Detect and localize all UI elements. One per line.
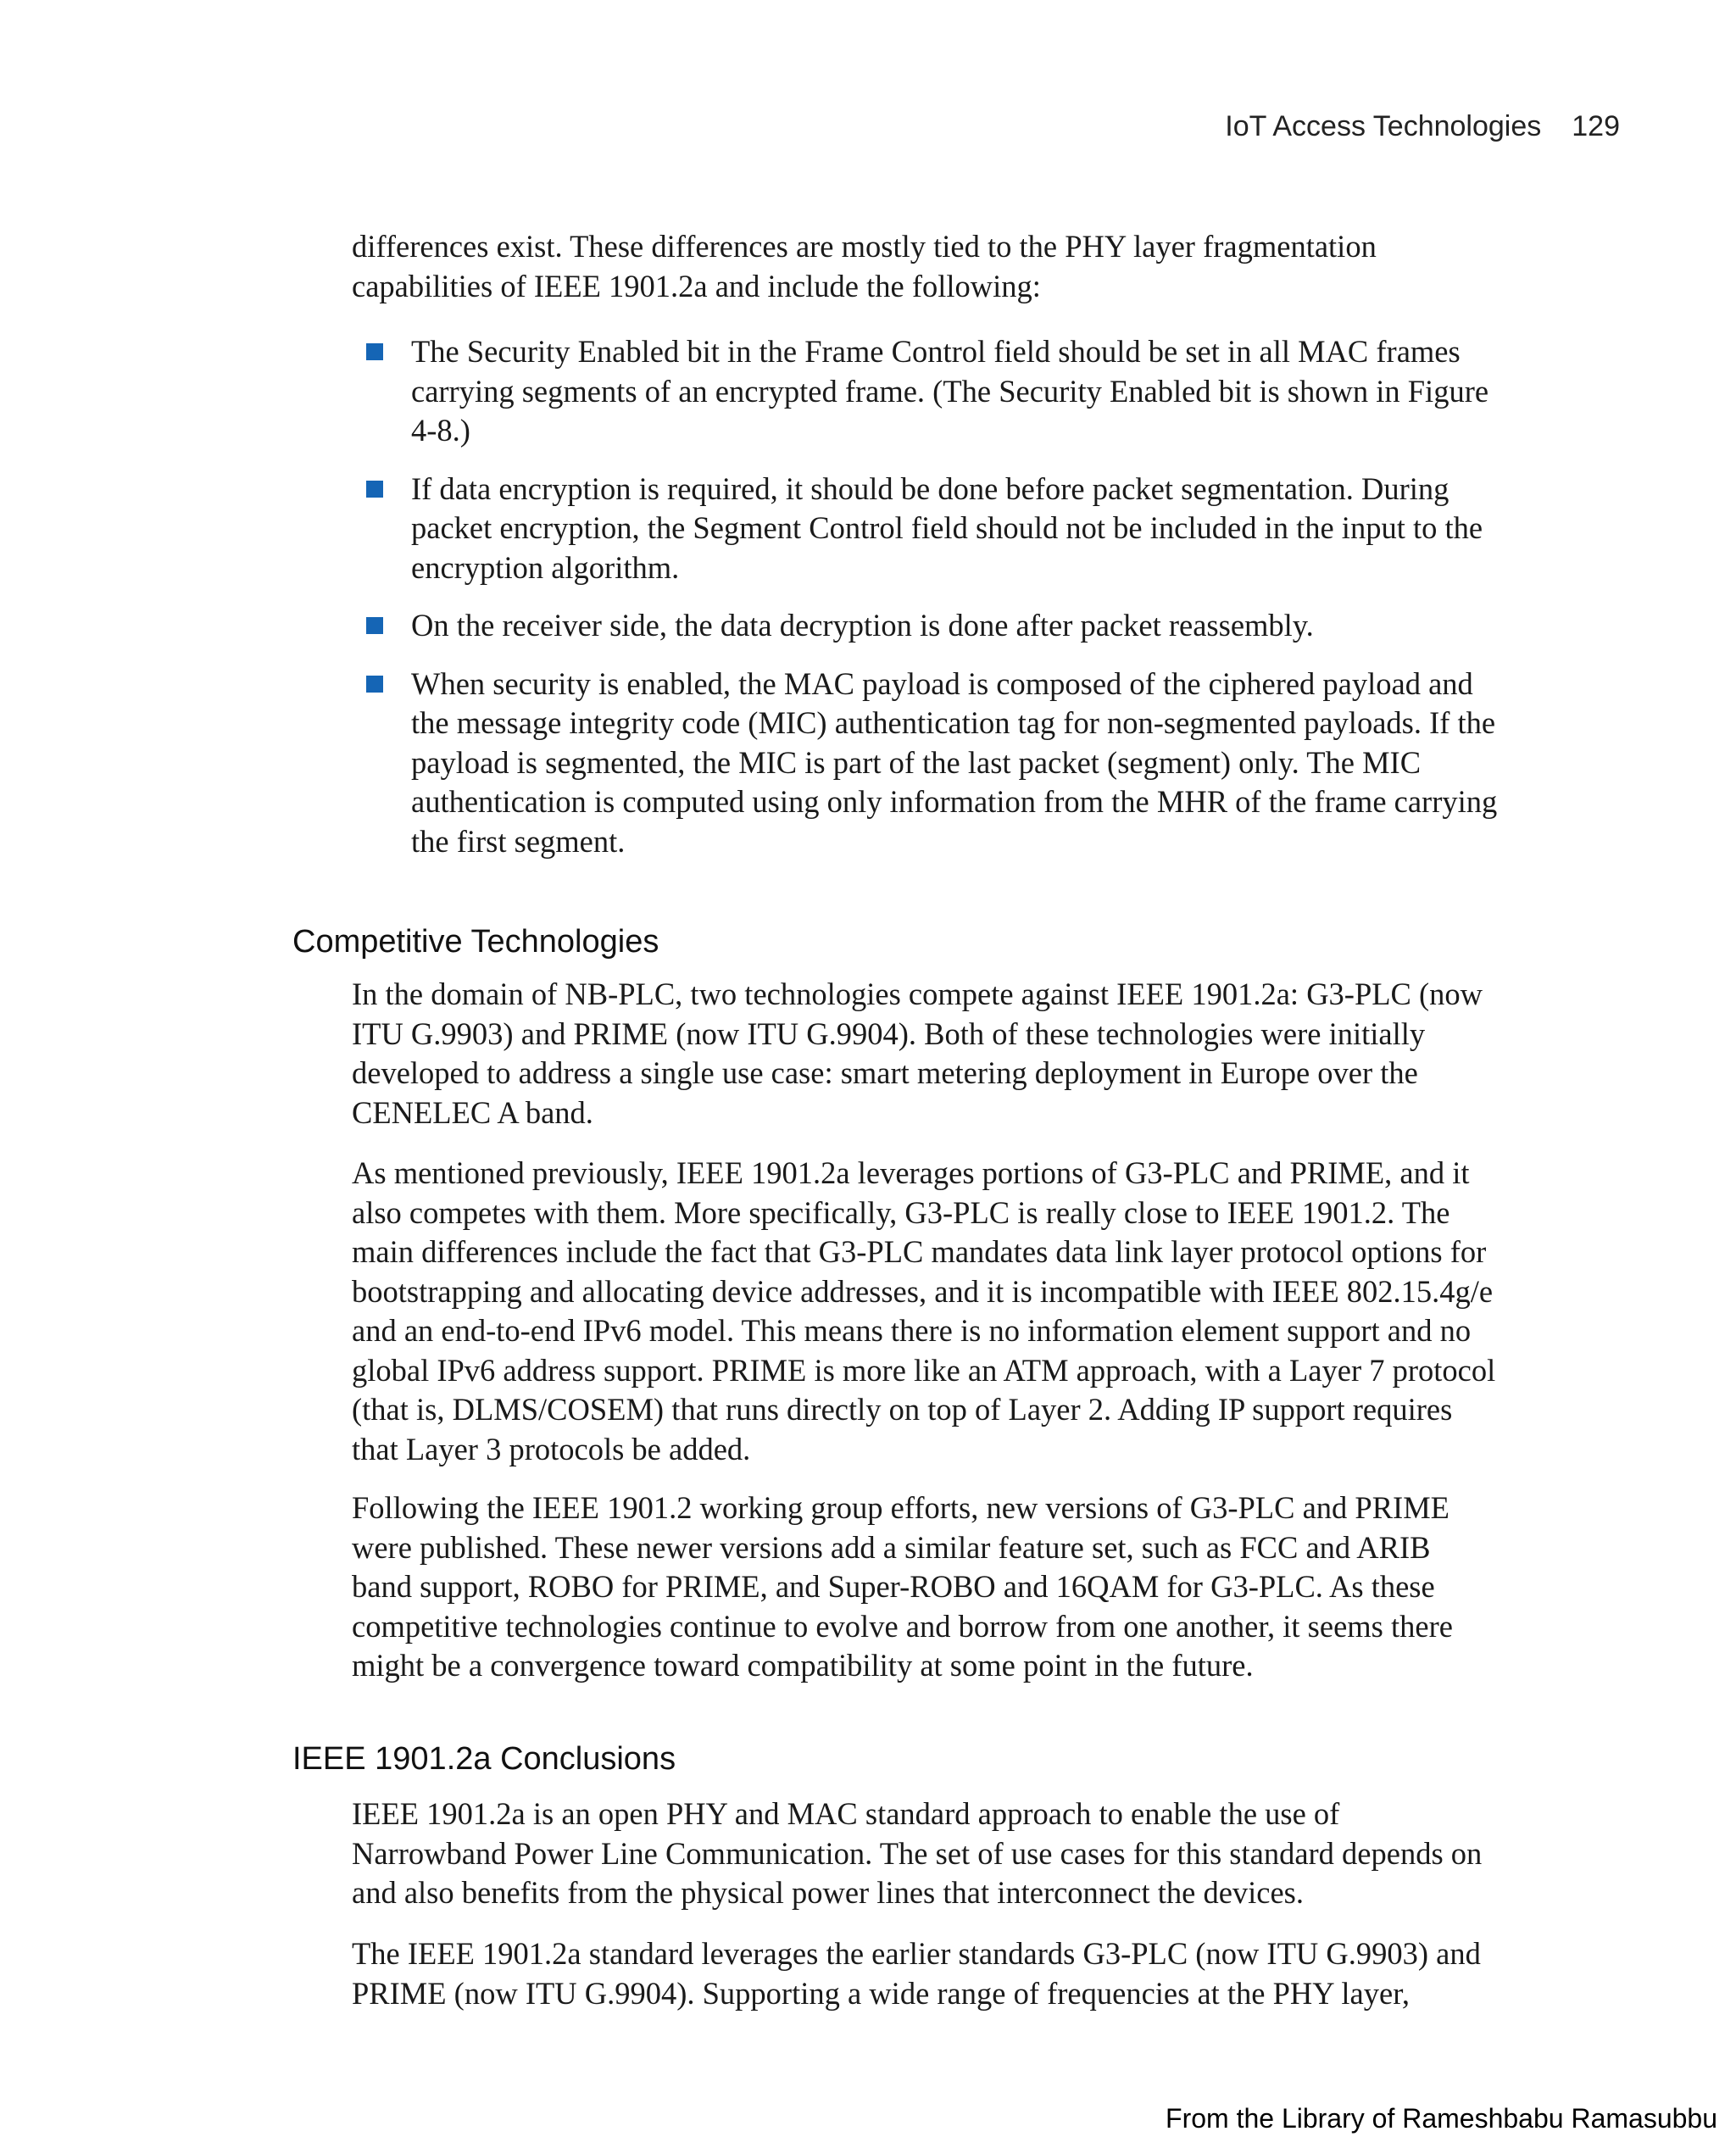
square-bullet-icon	[366, 617, 383, 634]
body-paragraph: In the domain of NB-PLC, two technologies compete against IEEE 1901.2a: G3-PLC (now ITU G.9903) and PRIME (now ITU G.9904). Both of these technologies were initially developed to address a single use case: smart metering deployment in Europe over the CENELEC A band.	[352, 977, 1483, 1130]
library-footer-note: From the Library of Rameshbabu Ramasubbu	[1166, 2103, 1717, 2134]
bullet-text: If data encryption is required, it should be done before packet segmentation. During packet encryption, the Segment Control field should not be included in the input to the encryption algorithm.	[411, 470, 1483, 585]
running-header	[1225, 110, 1620, 143]
square-bullet-icon	[366, 481, 383, 498]
bullet-item	[366, 606, 1502, 646]
bullet-list	[366, 332, 1502, 861]
square-bullet-icon	[366, 343, 383, 360]
bullet-item	[366, 332, 1502, 451]
section-heading-competitive-technologies: Competitive Technologies	[292, 924, 659, 960]
page-number: 129	[1572, 110, 1620, 142]
body-paragraph: IEEE 1901.2a is an open PHY and MAC standard approach to enable the use of Narrowband Power Line Communication. The set of use cases for this standard depends on and also benefits from the physical power lines that interconnect the devices.	[352, 1796, 1483, 1910]
bullet-text: On the receiver side, the data decryption is done after packet reassembly.	[411, 608, 1314, 643]
bullet-item	[366, 665, 1502, 862]
body-paragraph: As mentioned previously, IEEE 1901.2a leverages portions of G3-PLC and PRIME, and it also competes with them. More specifically, G3-PLC is really close to IEEE 1901.2. The main differences include the fact that G3-PLC mandates data link layer protocol options for bootstrapping and allocating device addresses, and it is incompatible with IEEE 802.15.4g/e and an end-to-end IPv6 model. This means there is no information element support and no global IPv6 address support. PRIME is more like an ATM approach, with a Layer 7 protocol (that is, DLMS/COSEM) that runs directly on top of Layer 2. Adding IP support requires that Layer 3 protocols be added.	[352, 1155, 1496, 1466]
body-paragraph: The IEEE 1901.2a standard leverages the earlier standards G3-PLC (now ITU G.9903) and PRIME (now ITU G.9904). Supporting a wide range of frequencies at the PHY layer,	[352, 1936, 1481, 2011]
body-paragraph: Following the IEEE 1901.2 working group efforts, new versions of G3-PLC and PRIME were published. These newer versions add a similar feature set, such as FCC and ARIB band support, ROBO for PRIME, and Super-ROBO and 16QAM for G3-PLC. As these competitive technologies continue to evolve and borrow from one another, it seems there might be a convergence toward compatibility at some point in the future.	[352, 1490, 1453, 1683]
bullet-text: The Security Enabled bit in the Frame Control field should be set in all MAC frames carrying segments of an encrypted frame. (The Security Enabled bit is shown in Figure 4-8.)	[411, 334, 1489, 448]
section-heading-ieee-conclusions: IEEE 1901.2a Conclusions	[292, 1741, 676, 1777]
chapter-title: IoT Access Technologies	[1225, 110, 1542, 142]
square-bullet-icon	[366, 676, 383, 693]
bullet-text: When security is enabled, the MAC payload is composed of the ciphered payload and the message integrity code (MIC) authentication tag for non-segmented payloads. If the payload is segmented, the MIC is part of the last packet (segment) only. The MIC authentication is computed using only information from the MHR of the frame carrying the first segment.	[411, 665, 1498, 859]
intro-paragraph: differences exist. These differences are mostly tied to the PHY layer fragmentation capabilities of IEEE 1901.2a and include the following:	[352, 229, 1377, 303]
bullet-item	[366, 470, 1502, 588]
